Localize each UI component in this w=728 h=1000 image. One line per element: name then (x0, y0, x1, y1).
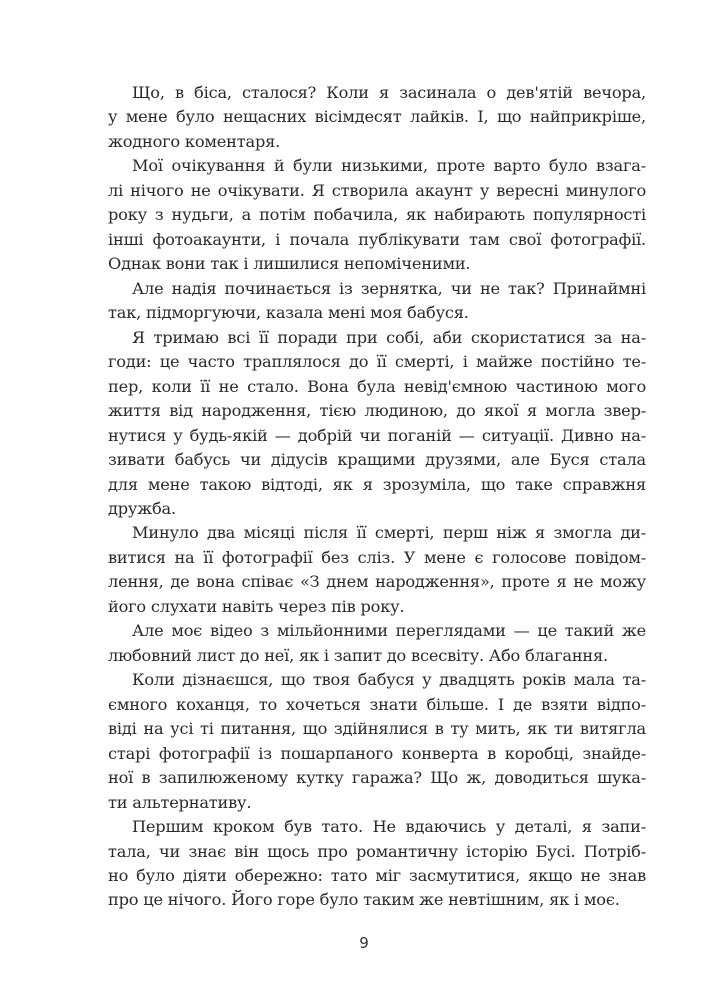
text-line: так, підморгуючи, казала мені моя бабуся. (108, 303, 469, 323)
text-line: про це нічого. Його горе було таким же невтішним, як і моє. (108, 890, 620, 910)
text-line: годи: це часто траплялося до її смерті, і майже постійно те- (108, 352, 646, 372)
text-line: ємного коханця, то хочеться знати більше. І де взяти відпо- (108, 694, 646, 714)
text-line: для мене такою відтоді, як я зрозуміла, що таке справжня (108, 474, 646, 494)
paragraph (108, 81, 646, 154)
text-line: його слухати навіть через пів року. (108, 596, 405, 616)
paragraph (108, 619, 646, 668)
text-line: Але надія починається із зернятка, чи не так? Принаймні (132, 278, 646, 298)
text-line: дружба. (108, 498, 176, 518)
body-text (108, 81, 646, 913)
text-line: ти альтернативу. (108, 792, 252, 812)
text-line: любовний лист до неї, як і запит до всесвіту. Або благання. (108, 645, 608, 665)
paragraph (108, 326, 646, 522)
paragraph (108, 521, 646, 619)
text-line: нутися у будь-якій — добрій чи поганій — ситуації. Дивно на- (108, 425, 646, 445)
text-line: Але моє відео з мільйонними переглядами — це такий же (132, 621, 646, 641)
paragraph (108, 668, 646, 815)
text-line: Мої очікування й були низькими, проте варто було взага- (132, 156, 646, 176)
text-line: но було діяти обережно: тато міг засмутитися, якщо не знав (108, 866, 646, 885)
text-line: лення, де вона співає «З днем народження», проте я не можу (108, 572, 646, 592)
paragraph (108, 815, 646, 913)
text-line: лі нічого не очікувати. Я створила акаунт у вересні минулого (108, 180, 646, 200)
text-line: життя від народження, тією людиною, до якої я могла звер- (108, 401, 646, 421)
text-line: старі фотографії із пошарпаного конверта в коробці, знайде- (108, 743, 646, 763)
text-line: віді на усі ті питання, що здійнялися в ту мить, як ти витягла (108, 719, 646, 739)
paragraph (108, 154, 646, 276)
text-line: зивати бабусь чи дідусів кращими друзями, але Буся стала (108, 450, 646, 470)
text-line: жодного коментаря. (108, 131, 281, 151)
paragraph (108, 277, 646, 326)
text-line: Однак вони так і лишилися непоміченими. (108, 254, 471, 274)
text-line: ної в запилюженому кутку гаража? Що ж, доводиться шука- (108, 768, 646, 788)
text-line: Коли дізнаєшся, що твоя бабуся у двадцять років мала та- (132, 670, 646, 690)
page-number: 9 (359, 934, 369, 952)
text-line: пер, коли її не стало. Вона була невід'ємною частиною мого (108, 376, 646, 396)
text-line: року з нудьги, а потім побачила, як набирають популярності (108, 205, 646, 225)
text-line: Минуло два місяці після її смерті, перш ніж я змогла ди- (132, 523, 646, 543)
text-line: Першим кроком був тато. Не вдаючись у деталі, я запи- (132, 817, 646, 837)
text-line: інші фотоакаунти, і почала публікувати там свої фотографії. (108, 229, 646, 249)
text-line: тала, чи знає він щось про романтичну історію Бусі. Потріб- (108, 841, 646, 861)
text-line: витися на її фотографії без сліз. У мене є голосове повідом- (108, 547, 646, 567)
text-line: Я тримаю всі її поради при собі, аби скористатися за на- (132, 327, 646, 347)
text-line: у мене було нещасних вісімдесят лайків. І, що найприкріше, (108, 107, 646, 127)
text-line: Що, в біса, сталося? Коли я засинала о дев'ятій вечора, (132, 83, 646, 102)
